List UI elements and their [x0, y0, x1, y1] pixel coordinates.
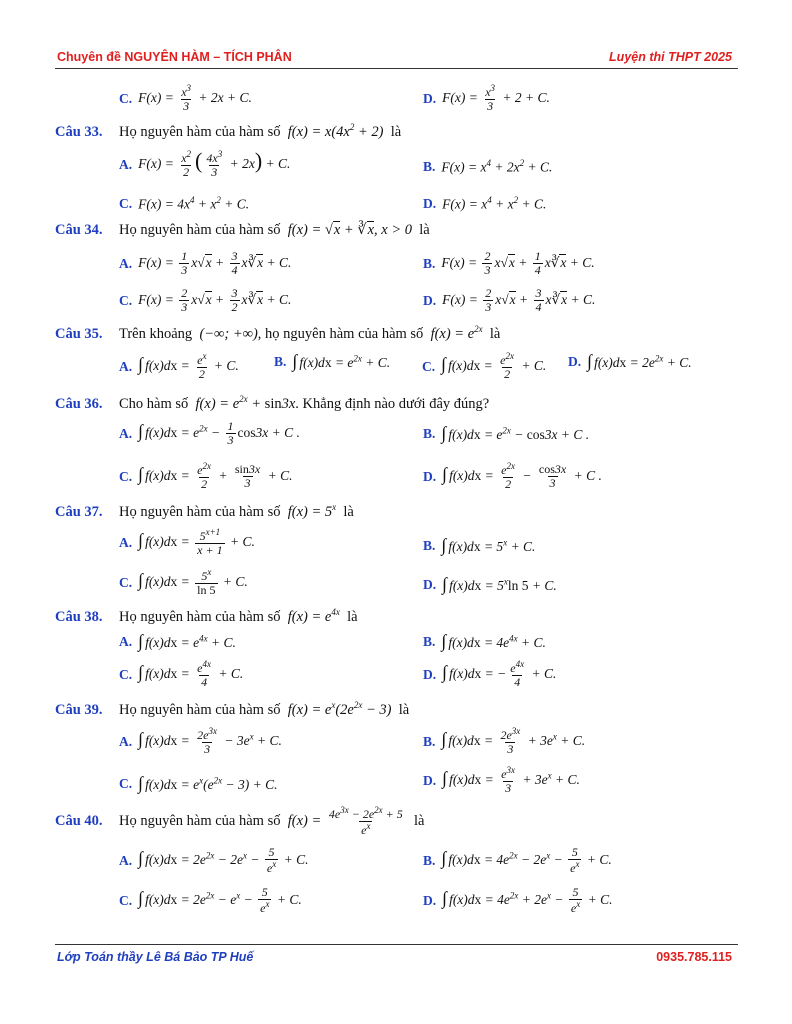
header-divider [55, 68, 738, 69]
q33-option-d[interactable]: D. $F(x) = x^4 + x^2 + C$. [423, 195, 547, 212]
q34-option-d[interactable]: D. F(x) = $\frac{2}{3}$ x√x + $\frac{3}{4}$ x∛x + C. [423, 286, 596, 315]
q37-option-a[interactable]: A. ∫ f(x)dx = $\frac{5^{x+1}}{x + 1}$ + C. [119, 527, 255, 558]
footer-divider [55, 944, 738, 945]
q36-option-d[interactable]: D. ∫ f(x)dx = $\frac{e^{2x}}{2}$ − $\frac{\cos 3x}{3}$ + C . [423, 461, 602, 492]
q35-option-d[interactable]: D. ∫ $f(x)dx = 2e^{2x} + C$. [568, 351, 692, 371]
q35-option-a[interactable]: A. ∫ f(x)dx = $\frac{e^x}{2}$ + C. [119, 351, 239, 382]
q35-stem: Câu 35. Trên khoảng (−∞; +∞), họ nguyên hàm của hàm số $f(x) = e^{2x}$ là [55, 324, 501, 342]
q37-option-c[interactable]: C. ∫ f(x)dx = $\frac{5^x}{\ln 5}$ + C. [119, 567, 248, 598]
q33-stem: Câu 33. Họ nguyên hàm của hàm số $f(x) = x(4x^2 + 2)$ là [55, 122, 402, 140]
q34-option-c[interactable]: C. F(x) = $\frac{2}{3}$ x√x + $\frac{3}{2}$ x∛x + C. [119, 286, 292, 315]
q38-option-d[interactable]: D. ∫ f(x)dx = − $\frac{e^{4x}}{4}$ + C. [423, 659, 557, 690]
footer-author: Lớp Toán thầy Lê Bá Bảo TP Huế [57, 950, 254, 964]
q37-option-b[interactable]: B. ∫ $f(x)dx = 5^x + C$. [423, 535, 536, 555]
q39-stem: Câu 39. Họ nguyên hàm của hàm số $f(x) = e^x(2e^{2x} - 3)$ là [55, 700, 410, 718]
q39-option-a[interactable]: A. ∫ f(x)dx = $\frac{2e^{3x}}{3}$ − $3e^x + C$. [119, 726, 282, 757]
q37-option-d[interactable]: D. ∫ $f(x)dx = 5^x\ln$ 5 + C. [423, 574, 557, 594]
q36-option-a[interactable]: A. ∫ $f(x)dx = e^{2x}$ − $\frac{1}{3}$ cos3x + C . [119, 419, 300, 448]
q39-option-d[interactable]: D. ∫ f(x)dx = $\frac{e^{3x}}{3}$ + $3e^x + C$. [423, 765, 580, 796]
q34-stem: Câu 34. Họ nguyên hàm của hàm số f(x) = √x + ∛x, x > 0 là [55, 222, 430, 238]
q34-option-b[interactable]: B. F(x) = $\frac{2}{3}$ x√x + $\frac{1}{4}$ x∛x + C. [423, 249, 595, 278]
q32-option-d[interactable]: D. F(x) = $\frac{x^3}{3}$ + 2 + C. [423, 83, 550, 114]
q39-option-b[interactable]: B. ∫ f(x)dx = $\frac{2e^{3x}}{3}$ + $3e^x + C$. [423, 726, 586, 757]
q36-option-c[interactable]: C. ∫ f(x)dx = $\frac{e^{2x}}{2}$ + $\frac{\sin 3x}{3}$ + C. [119, 461, 293, 492]
q38-option-a[interactable]: A. ∫ $f(x)dx = e^{4x} + C$. [119, 631, 236, 651]
q36-stem: Câu 36. Cho hàm số $f(x) = e^{2x} + \sin 3x$. Khẳng định nào dưới đây đúng? [55, 394, 490, 412]
footer-phone: 0935.785.115 [656, 950, 732, 964]
q33-option-c[interactable]: C. $F(x) = 4x^4 + x^2 + C$. [119, 195, 250, 212]
q33-option-a[interactable]: A. F(x) = $\frac{x^2}{2}$ ( $\frac{4x^3}{3}$ + 2x) + C. [119, 148, 291, 180]
q40-option-a[interactable]: A. ∫ $f(x)dx = 2e^{2x} - 2e^x$ − $\frac{5}{e^x}$ + C. [119, 845, 309, 876]
q35-option-c[interactable]: C. ∫ f(x)dx = $\frac{e^{2x}}{2}$ + C. [422, 351, 547, 382]
q39-option-c[interactable]: C. ∫ $f(x)dx = e^x(e^{2x} - 3) + C$. [119, 773, 278, 793]
q34-option-a[interactable]: A. F(x) = $\frac{1}{3}$ x√x + $\frac{3}{4}$ x∛x + C. [119, 249, 292, 278]
q40-option-d[interactable]: D. ∫ $f(x)dx = 4e^{2x} + 2e^x$ − $\frac{5}{e^x}$ + C. [423, 885, 613, 916]
q38-stem: Câu 38. Họ nguyên hàm của hàm số $f(x) = e^{4x}$ là [55, 607, 358, 625]
q40-option-c[interactable]: C. ∫ $f(x)dx = 2e^{2x} - e^x$ − $\frac{5}{e^x}$ + C. [119, 885, 302, 916]
q37-stem: Câu 37. Họ nguyên hàm của hàm số $f(x) = 5^x$ là [55, 502, 354, 520]
q36-option-b[interactable]: B. ∫ $f(x)dx = e^{2x} - \cos 3x + C$ . [423, 423, 590, 443]
q38-option-c[interactable]: C. ∫ f(x)dx = $\frac{e^{4x}}{4}$ + C. [119, 659, 244, 690]
q38-option-b[interactable]: B. ∫ $f(x)dx = 4e^{4x} + C$. [423, 631, 546, 651]
q32-option-c[interactable]: C. F(x) = $\frac{x^3}{3}$ + 2x + C. [119, 83, 252, 114]
header-title: Chuyên đề NGUYÊN HÀM – TÍCH PHÂN [57, 50, 292, 64]
header-subtitle: Luyện thi THPT 2025 [609, 50, 732, 64]
q33-option-b[interactable]: B. $F(x) = x^4 + 2x^2 + C$. [423, 158, 553, 175]
q35-option-b[interactable]: B. ∫ $f(x)dx = e^{2x} + C$. [274, 351, 391, 371]
q40-option-b[interactable]: B. ∫ $f(x)dx = 4e^{2x} - 2e^x$ − $\frac{5}{e^x}$ + C. [423, 845, 612, 876]
q40-stem: Câu 40. Họ nguyên hàm của hàm số f(x) = $\frac{4e^{3x} - 2e^{2x} + 5}{e^x}$ là [55, 805, 425, 838]
